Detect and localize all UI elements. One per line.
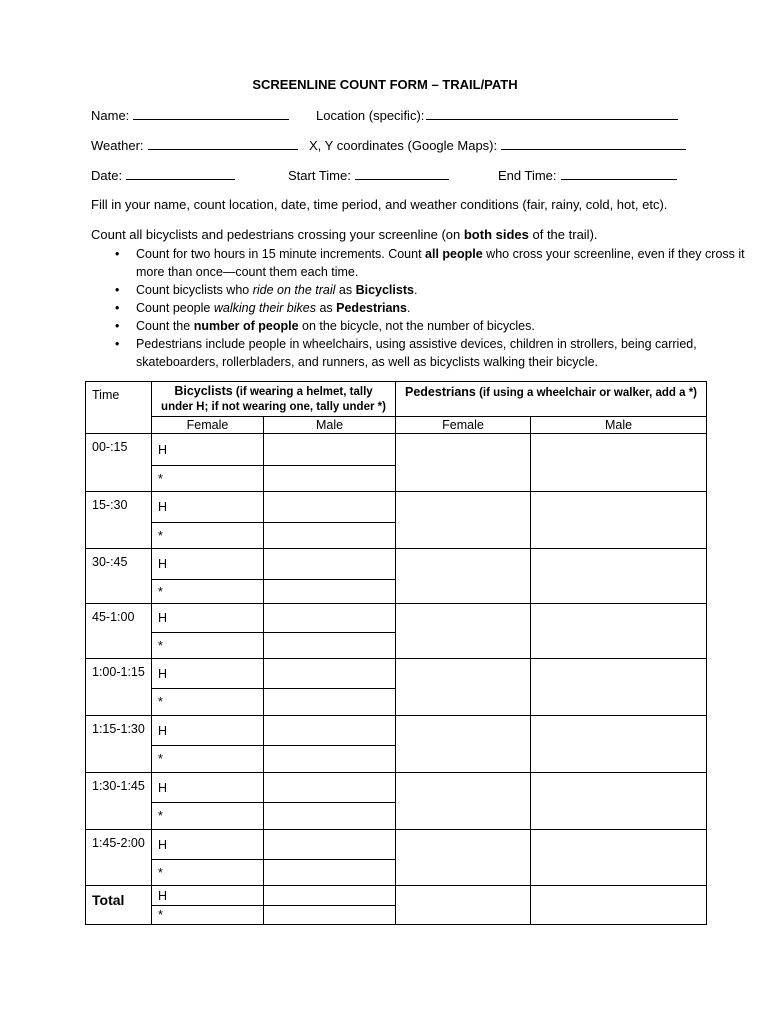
table-row — [86, 659, 707, 689]
time-cell: 15-:30 — [86, 492, 152, 549]
table-row — [86, 434, 707, 466]
no-helmet-mark: * — [152, 746, 264, 773]
time-cell: 45-1:00 — [86, 604, 152, 659]
ped-female-cell[interactable] — [396, 716, 531, 773]
list-item: • Count the number of people on the bicycle, not the number of bicycles. — [136, 317, 746, 335]
bike-male-helmet-cell[interactable] — [264, 434, 396, 466]
bike-male-helmet-cell[interactable] — [264, 549, 396, 580]
ped-female-cell[interactable] — [396, 549, 531, 604]
helmet-mark: H — [152, 549, 264, 580]
location-field[interactable] — [426, 107, 678, 120]
weather-label: Weather: — [91, 138, 144, 153]
start-time-line — [288, 167, 449, 183]
time-cell: 1:45-2:00 — [86, 830, 152, 886]
bike-female-header: Female — [152, 417, 264, 434]
bike-male-no-helmet-cell[interactable] — [264, 860, 396, 886]
location-label: Location (specific): — [316, 108, 425, 123]
instruction-list — [91, 245, 746, 371]
fill-in-instructions: Fill in your name, count location, date, time period, and weather conditions (fair, rainy, cold, hot, etc). — [91, 197, 668, 212]
ped-male-cell[interactable] — [531, 773, 707, 830]
ped-male-cell[interactable] — [531, 549, 707, 604]
bike-male-header: Male — [264, 417, 396, 434]
start-time-label: Start Time: — [288, 168, 351, 183]
bike-male-no-helmet-cell[interactable] — [264, 523, 396, 549]
no-helmet-mark: * — [152, 523, 264, 549]
bike-male-helmet-cell[interactable] — [264, 604, 396, 633]
ped-male-cell[interactable] — [531, 716, 707, 773]
ped-female-cell[interactable] — [396, 886, 531, 925]
bicyclists-header: Bicyclists (if wearing a helmet, tally under H; if not wearing one, tally under *) — [152, 382, 396, 417]
date-field[interactable] — [126, 167, 235, 180]
ped-female-cell[interactable] — [396, 604, 531, 659]
start-time-field[interactable] — [355, 167, 449, 180]
helmet-mark: H — [152, 886, 264, 906]
bike-male-no-helmet-cell[interactable] — [264, 466, 396, 492]
ped-male-cell[interactable] — [531, 434, 707, 492]
bike-male-no-helmet-cell[interactable] — [264, 803, 396, 830]
count-intro-bold: both sides — [463, 227, 529, 242]
end-time-line — [498, 167, 677, 183]
time-cell: 1:30-1:45 — [86, 773, 152, 830]
form-title: SCREENLINE COUNT FORM – TRAIL/PATH — [252, 77, 518, 92]
table-row — [86, 886, 707, 906]
bike-male-helmet-cell[interactable] — [264, 830, 396, 860]
table-row — [86, 549, 707, 580]
list-item: • Count for two hours in 15 minute increments. Count all people who cross your screenline, even if they cross it more than once—count them each time. — [136, 245, 746, 281]
total-label: Total — [86, 886, 152, 925]
table-row — [86, 604, 707, 633]
count-intro-end: of the trail). — [528, 227, 598, 242]
end-time-label: End Time: — [498, 168, 557, 183]
coords-line — [309, 137, 686, 153]
table-row — [86, 830, 707, 860]
no-helmet-mark: * — [152, 466, 264, 492]
time-header: Time — [86, 382, 152, 434]
name-field[interactable] — [133, 107, 289, 120]
time-cell: 1:00-1:15 — [86, 659, 152, 716]
ped-male-header: Male — [531, 417, 707, 434]
bike-male-no-helmet-cell[interactable] — [264, 906, 396, 925]
count-table — [85, 381, 707, 925]
helmet-mark: H — [152, 716, 264, 746]
date-label: Date: — [91, 168, 123, 183]
table-row — [86, 492, 707, 523]
list-item: • Pedestrians include people in wheelchairs, using assistive devices, children in strollers, being carried, skateboarders, rollerbladers, and runners, as well as bicyclists walking their bicycle. — [136, 335, 746, 371]
name-label: Name: — [91, 108, 130, 123]
bike-male-no-helmet-cell[interactable] — [264, 580, 396, 604]
bike-male-helmet-cell[interactable] — [264, 716, 396, 746]
ped-male-cell[interactable] — [531, 604, 707, 659]
ped-male-cell[interactable] — [531, 492, 707, 549]
table-row — [86, 716, 707, 746]
weather-field[interactable] — [148, 137, 298, 150]
ped-male-cell[interactable] — [531, 830, 707, 886]
no-helmet-mark: * — [152, 803, 264, 830]
ped-female-cell[interactable] — [396, 659, 531, 716]
ped-female-cell[interactable] — [396, 492, 531, 549]
time-cell: 00-:15 — [86, 434, 152, 492]
weather-line — [91, 137, 298, 153]
count-intro-text: Count all bicyclists and pedestrians crossing your screenline (on — [91, 227, 464, 242]
ped-female-cell[interactable] — [396, 434, 531, 492]
coords-label: X, Y coordinates (Google Maps): — [309, 138, 498, 153]
ped-female-header: Female — [396, 417, 531, 434]
time-cell: 30-:45 — [86, 549, 152, 604]
time-cell: 1:15-1:30 — [86, 716, 152, 773]
bike-male-helmet-cell[interactable] — [264, 886, 396, 906]
no-helmet-mark: * — [152, 906, 264, 925]
pedestrians-header: Pedestrians (if using a wheelchair or walker, add a *) — [396, 382, 707, 417]
bike-male-no-helmet-cell[interactable] — [264, 746, 396, 773]
helmet-mark: H — [152, 492, 264, 523]
helmet-mark: H — [152, 659, 264, 689]
bike-male-helmet-cell[interactable] — [264, 773, 396, 803]
no-helmet-mark: * — [152, 689, 264, 716]
end-time-field[interactable] — [561, 167, 677, 180]
list-item: • Count bicyclists who ride on the trail as Bicyclists. — [136, 281, 746, 299]
ped-female-cell[interactable] — [396, 830, 531, 886]
helmet-mark: H — [152, 434, 264, 466]
count-intro — [91, 227, 598, 242]
helmet-mark: H — [152, 604, 264, 633]
helmet-mark: H — [152, 830, 264, 860]
table-row — [86, 773, 707, 803]
no-helmet-mark: * — [152, 580, 264, 604]
bike-male-no-helmet-cell[interactable] — [264, 689, 396, 716]
date-line — [91, 167, 235, 183]
helmet-mark: H — [152, 773, 264, 803]
bike-male-no-helmet-cell[interactable] — [264, 633, 396, 659]
bike-male-helmet-cell[interactable] — [264, 659, 396, 689]
count-table-body — [86, 382, 707, 925]
no-helmet-mark: * — [152, 860, 264, 886]
ped-female-cell[interactable] — [396, 773, 531, 830]
no-helmet-mark: * — [152, 633, 264, 659]
ped-male-cell[interactable] — [531, 886, 707, 925]
ped-male-cell[interactable] — [531, 659, 707, 716]
list-item: • Count people walking their bikes as Pedestrians. — [136, 299, 746, 317]
coords-field[interactable] — [501, 137, 686, 150]
location-line — [316, 107, 678, 123]
bike-male-helmet-cell[interactable] — [264, 492, 396, 523]
name-line — [91, 107, 289, 123]
